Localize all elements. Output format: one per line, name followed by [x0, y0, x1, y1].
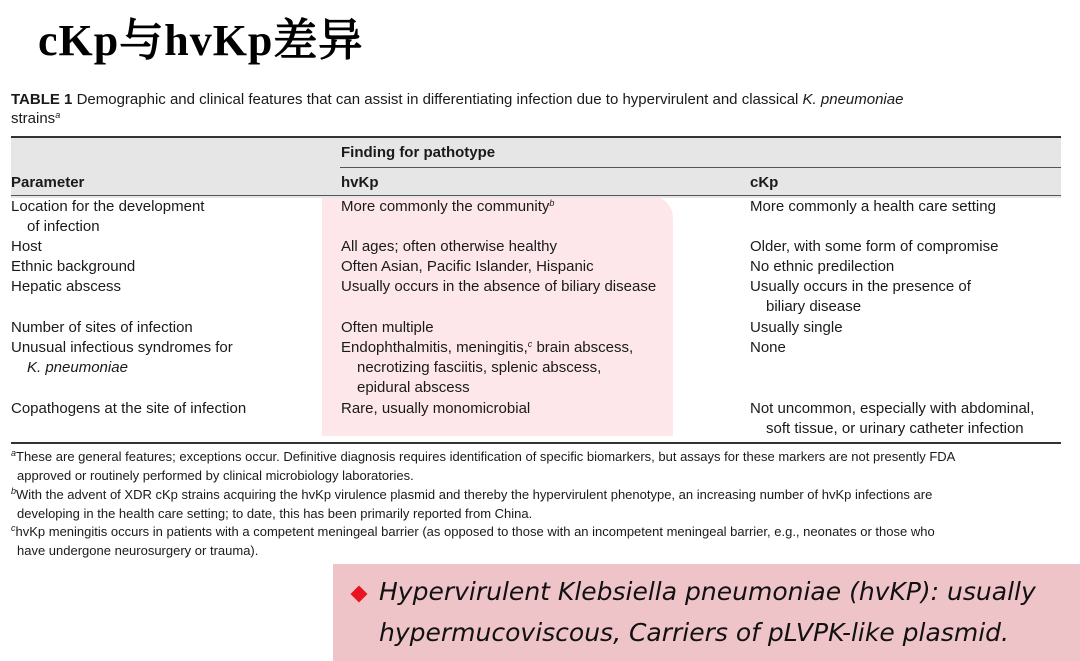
row-copathogens-ckp: Not uncommon, especially with abdominal, soft tissue, or urinary catheter infection — [750, 400, 1035, 437]
footnote-c: $^c$hvKp meningitis occurs in patients with a competent meningeal barrier (as opposed to those with an incompetent meningeal barrier, e.g., neonates or those who have undergone neurosurgery or trauma). — [11, 523, 935, 558]
caption-text-2: strains — [11, 110, 56, 127]
slide-title: cKp与hvKp差异 — [38, 16, 364, 65]
row-ethnic-ckp: No ethnic predilection — [750, 258, 895, 275]
header-band-1 — [11, 138, 1061, 168]
table-caption — [11, 90, 1061, 128]
red-diamond-bullet-icon — [351, 586, 368, 603]
row-syndromes-hvkp: Endophthalmitis, meningitis,$^c$ brain abscess, necrotizing fasciitis, splenic abscess, epidural abscess — [341, 339, 634, 396]
table-bottom-rule — [11, 442, 1061, 444]
row-ethnic-hvkp: Often Asian, Pacific Islander, Hispanic — [341, 258, 594, 275]
row-sites-hvkp: Often multiple — [341, 319, 434, 336]
row-location-hvkp: More commonly the community$^b$ — [341, 198, 555, 215]
row-hepatic-ckp: Usually occurs in the presence of biliary disease — [750, 278, 971, 315]
row-syndromes-ckp: None — [750, 339, 786, 356]
row-syndromes-param: Unusual infectious syndromes for K. pneumoniae — [11, 339, 233, 376]
row-location-ckp: More commonly a health care setting — [750, 198, 996, 215]
col-header-parameter: Parameter — [11, 174, 85, 191]
row-sites-ckp: Usually single — [750, 319, 843, 336]
caption-text: Demographic and clinical features that can assist in differentiating infection due to hypervirulent and classical — [76, 91, 799, 108]
hvkp-definition-callout — [333, 564, 1080, 661]
row-host-param: Host — [11, 238, 42, 255]
caption-organism: K. pneumoniae — [802, 91, 904, 108]
group-header: Finding for pathotype — [341, 144, 496, 161]
callout-line-1: Hypervirulent Klebsiella pneumoniae (hvKP): usually — [379, 577, 1036, 606]
table-label: TABLE 1 — [11, 91, 73, 108]
row-host-ckp: Older, with some form of compromise — [750, 238, 999, 255]
row-host-hvkp: All ages; often otherwise healthy — [341, 238, 557, 255]
row-ethnic-param: Ethnic background — [11, 258, 136, 275]
col-header-hvkp: hvKp — [341, 174, 379, 191]
row-hepatic-hvkp: Usually occurs in the absence of biliary disease — [341, 278, 657, 295]
row-copathogens-param: Copathogens at the site of infection — [11, 400, 247, 417]
row-hepatic-param: Hepatic abscess — [11, 278, 122, 295]
header-band-2 — [11, 168, 1061, 198]
header-bottom-rule — [11, 195, 1061, 196]
footnote-a: $^a$These are general features; exceptions occur. Definitive diagnosis requires identification of specific biomarkers, but assays for these markers are not presently FDA approved or routinely performed by clinical microbiology laboratories. — [11, 448, 956, 483]
caption-mark: a — [55, 110, 61, 120]
col-header-ckp: cKp — [750, 174, 779, 191]
footnote-b: $^b$With the advent of XDR cKp strains acquiring the hvKp virulence plasmid and thereby the hypervirulent phenotype, an increasing number of hvKp infections are developing in the health care setting; to date, this has been primarily reported from China. — [11, 486, 933, 521]
callout-line-2: hypermucoviscous, Carriers of pLVPK-like plasmid. — [379, 618, 1009, 647]
row-location-param: Location for the development of infection — [11, 198, 205, 235]
row-sites-param: Number of sites of infection — [11, 319, 193, 336]
row-copathogens-hvkp: Rare, usually monomicrobial — [341, 400, 531, 417]
